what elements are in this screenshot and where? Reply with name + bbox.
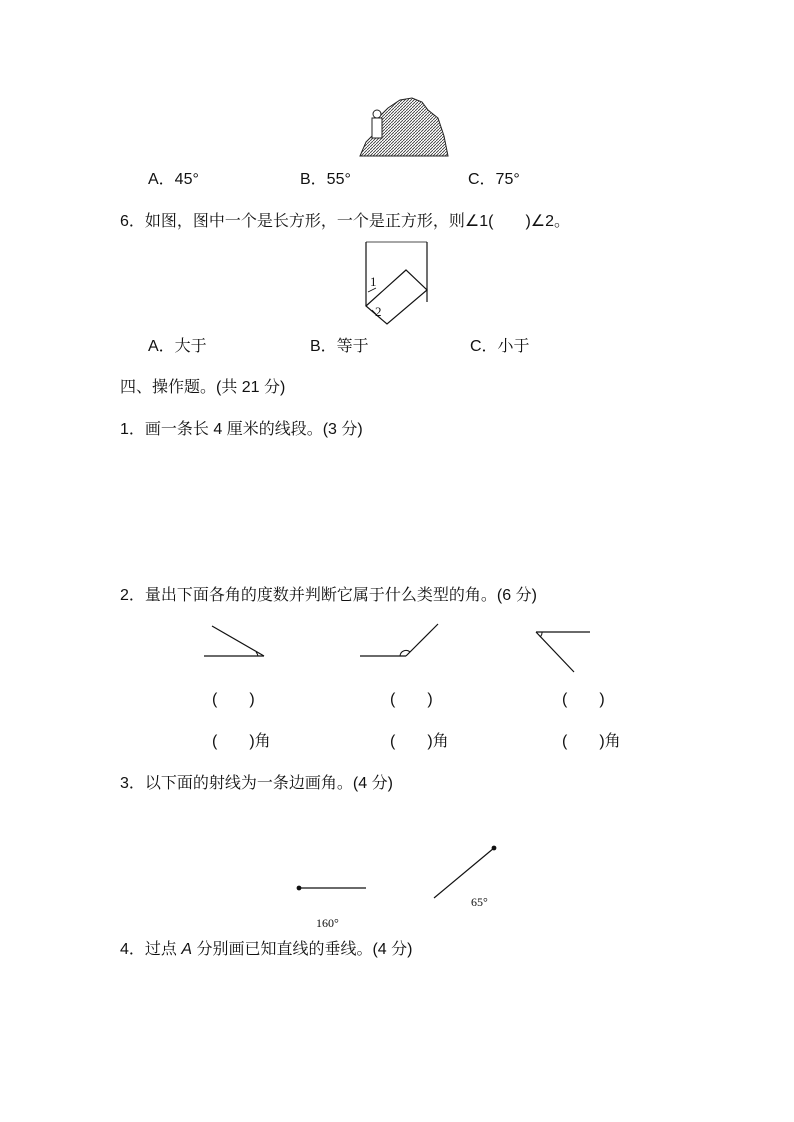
q6-stem: 6．如图，图中一个是长方形，一个是正方形，则∠1( )∠2。 (120, 213, 571, 230)
section4-heading: 四、操作题。(共 21 分) (120, 379, 286, 396)
q6-option-b: B．等于 (310, 338, 369, 355)
q5-illustration (358, 96, 450, 158)
q2-blank-type-1[interactable]: ( )角 (212, 733, 271, 750)
q3-label-160: 160° (316, 916, 339, 930)
q2-angle-1 (200, 620, 270, 662)
q2-blank-degree-2[interactable]: ( ) (390, 691, 433, 708)
q2-blank-degree-1[interactable]: ( ) (212, 691, 255, 708)
q5-option-c: C．75° (468, 171, 520, 188)
q3-label-65: 65° (471, 895, 488, 909)
section4-q3-stem: 3．以下面的射线为一条边画角。(4 分) (120, 775, 393, 792)
q6-option-a: A．大于 (148, 338, 207, 355)
q2-blank-type-2[interactable]: ( )角 (390, 733, 449, 750)
q3-ray-2 (430, 842, 502, 902)
section4-q2-stem: 2．量出下面各角的度数并判断它属于什么类型的角。(6 分) (120, 587, 537, 604)
q6-angle-label-1: 1 (370, 274, 377, 289)
q2-blank-degree-3[interactable]: ( ) (562, 691, 605, 708)
q5-option-a: A．45° (148, 171, 199, 188)
q6-option-c: C．小于 (470, 338, 530, 355)
q3-ray-1 (294, 882, 370, 894)
q5-option-b: B．55° (300, 171, 351, 188)
q2-angle-3 (530, 626, 596, 676)
section4-q4-stem (120, 940, 412, 960)
section4-q1-stem: 1．画一条长 4 厘米的线段。(3 分) (120, 421, 363, 438)
q6-angle-label-2: 2 (375, 304, 382, 319)
q4-point-label: A (181, 941, 193, 958)
q4-stem-suffix: 分别画已知直线的垂线。(4 分) (192, 941, 413, 958)
q2-blank-type-3[interactable]: ( )角 (562, 733, 621, 750)
q2-angle-2 (356, 620, 446, 662)
q4-stem-prefix: 4．过点 (120, 941, 182, 958)
